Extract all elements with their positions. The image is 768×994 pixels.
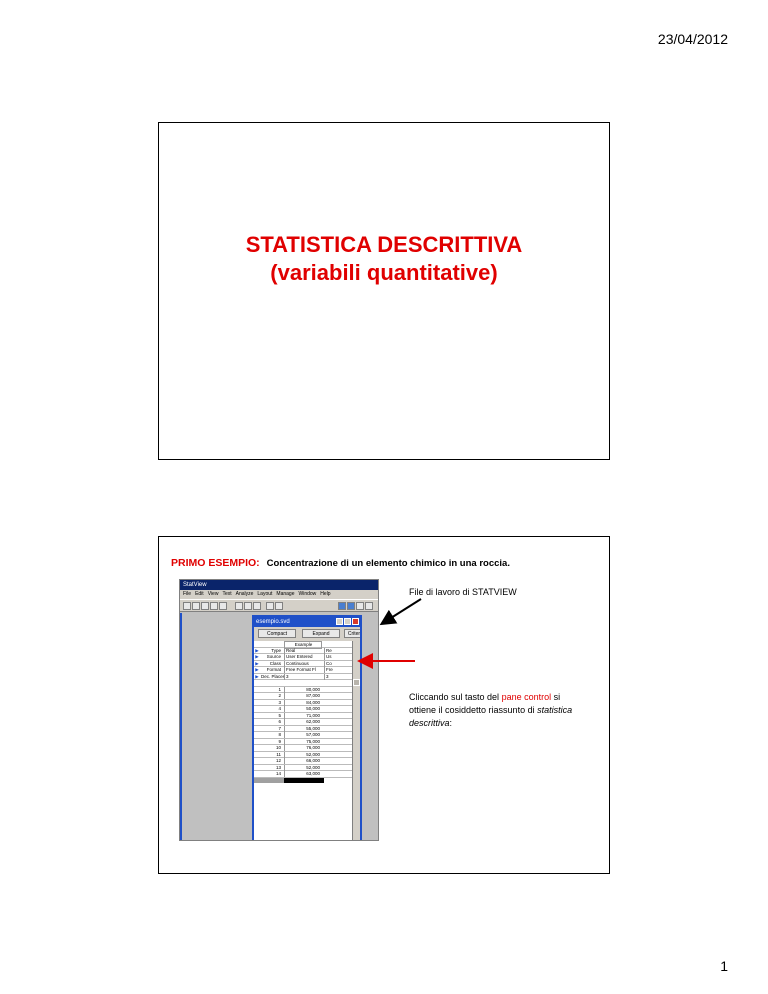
example-heading-text: Concentrazione di un elemento chimico in una roccia. [266, 558, 510, 569]
row-value: 57,000 [284, 732, 322, 738]
arrow-to-app-window [383, 599, 421, 623]
row-number: 8 [278, 732, 281, 737]
attribute-value: 3 [284, 674, 322, 680]
row-value: 87,000 [284, 693, 322, 699]
row-number: 10 [275, 745, 281, 750]
menu-item: Layout [257, 591, 273, 597]
row-marker-icon: ▶ [255, 667, 259, 672]
expand-button: Expand [302, 629, 340, 638]
row-value: 52,000 [284, 765, 322, 771]
annotation-text: : [449, 718, 453, 728]
annotation-text: Cliccando sul tasto del [409, 692, 502, 702]
attribute-next: Fre [324, 667, 352, 673]
row-number: 12 [275, 758, 281, 763]
attribute-name: Format [266, 667, 281, 672]
page-date: 23/04/2012 [657, 31, 728, 47]
attribute-name: Type [271, 647, 281, 653]
row-value: 55,000 [284, 726, 322, 732]
row-value: 66,000 [284, 758, 322, 764]
criteria-button: Criter [344, 629, 362, 638]
menu-item: Help [320, 591, 331, 597]
annotation-highlight: pane control [501, 692, 552, 702]
annotation-italic: statistica descrittiva [409, 705, 573, 728]
row-value: 52,000 [284, 752, 322, 758]
row-number: 5 [278, 712, 281, 718]
attribute-next: Co [324, 661, 352, 667]
row-marker-icon: ▶ [255, 654, 259, 659]
annotation-arrows [159, 537, 611, 875]
example-slide [158, 536, 610, 874]
row-number: 3 [278, 699, 281, 705]
menu-item: File [183, 591, 192, 597]
attribute-name: Dec. Places [261, 673, 286, 679]
slide-title-line-1: STATISTICA DESCRITTIVA [245, 232, 523, 257]
annotation-text: si ottiene il cosiddetto riassunto di [409, 692, 561, 715]
menu-item: Manage [276, 591, 295, 597]
row-value: 63,000 [284, 771, 322, 777]
row-marker-icon: ▶ [255, 673, 259, 679]
row-marker-icon: ▶ [255, 647, 259, 653]
attribute-next: Us [324, 654, 352, 660]
slide-title-line-2: (variabili quantitative) [270, 260, 498, 285]
attribute-value: Free Format Fl [284, 667, 322, 673]
attribute-value: Continuous [284, 661, 322, 667]
document-title: esempio.svd [256, 619, 290, 625]
row-number: 14 [275, 771, 281, 776]
attribute-next: 3 [324, 674, 352, 680]
attribute-value: Real [284, 648, 322, 654]
row-number: 4 [278, 706, 281, 711]
menu-item: View [207, 591, 219, 597]
row-value: 62,000 [284, 719, 322, 725]
slide-title [159, 231, 609, 287]
menu-item: Analyze [235, 591, 254, 597]
menu-item: Window [298, 591, 317, 597]
page-number: 1 [720, 958, 728, 974]
compact-button: Compact [258, 629, 296, 638]
menu-item: Edit [195, 591, 204, 597]
row-value: 75,000 [284, 739, 322, 745]
row-number: 1 [278, 686, 281, 692]
row-number: 2 [278, 693, 281, 698]
row-value: 76,000 [284, 745, 322, 751]
attribute-next: Re [324, 648, 352, 654]
row-marker-icon: ▶ [255, 660, 259, 666]
row-number: 13 [275, 764, 281, 770]
attribute-name: Class [269, 660, 281, 666]
row-number: 11 [276, 751, 281, 757]
attribute-value: User Entered [284, 654, 322, 660]
app-title-bar: StatView [180, 580, 378, 590]
row-value: 71,000 [284, 713, 322, 719]
row-value: 80,000 [284, 687, 322, 693]
title-slide [158, 122, 610, 460]
attribute-name: Source [266, 654, 281, 659]
row-number: 6 [278, 719, 281, 724]
row-number: 9 [278, 738, 281, 744]
row-value: 84,000 [284, 700, 322, 706]
row-value: 50,000 [284, 706, 322, 712]
column-header: Example [284, 641, 322, 649]
example-heading-label: PRIMO ESEMPIO: [171, 557, 260, 569]
menu-item: Text [222, 591, 232, 597]
row-number: 7 [278, 725, 281, 731]
annotation-file: File di lavoro di STATVIEW [409, 587, 517, 597]
